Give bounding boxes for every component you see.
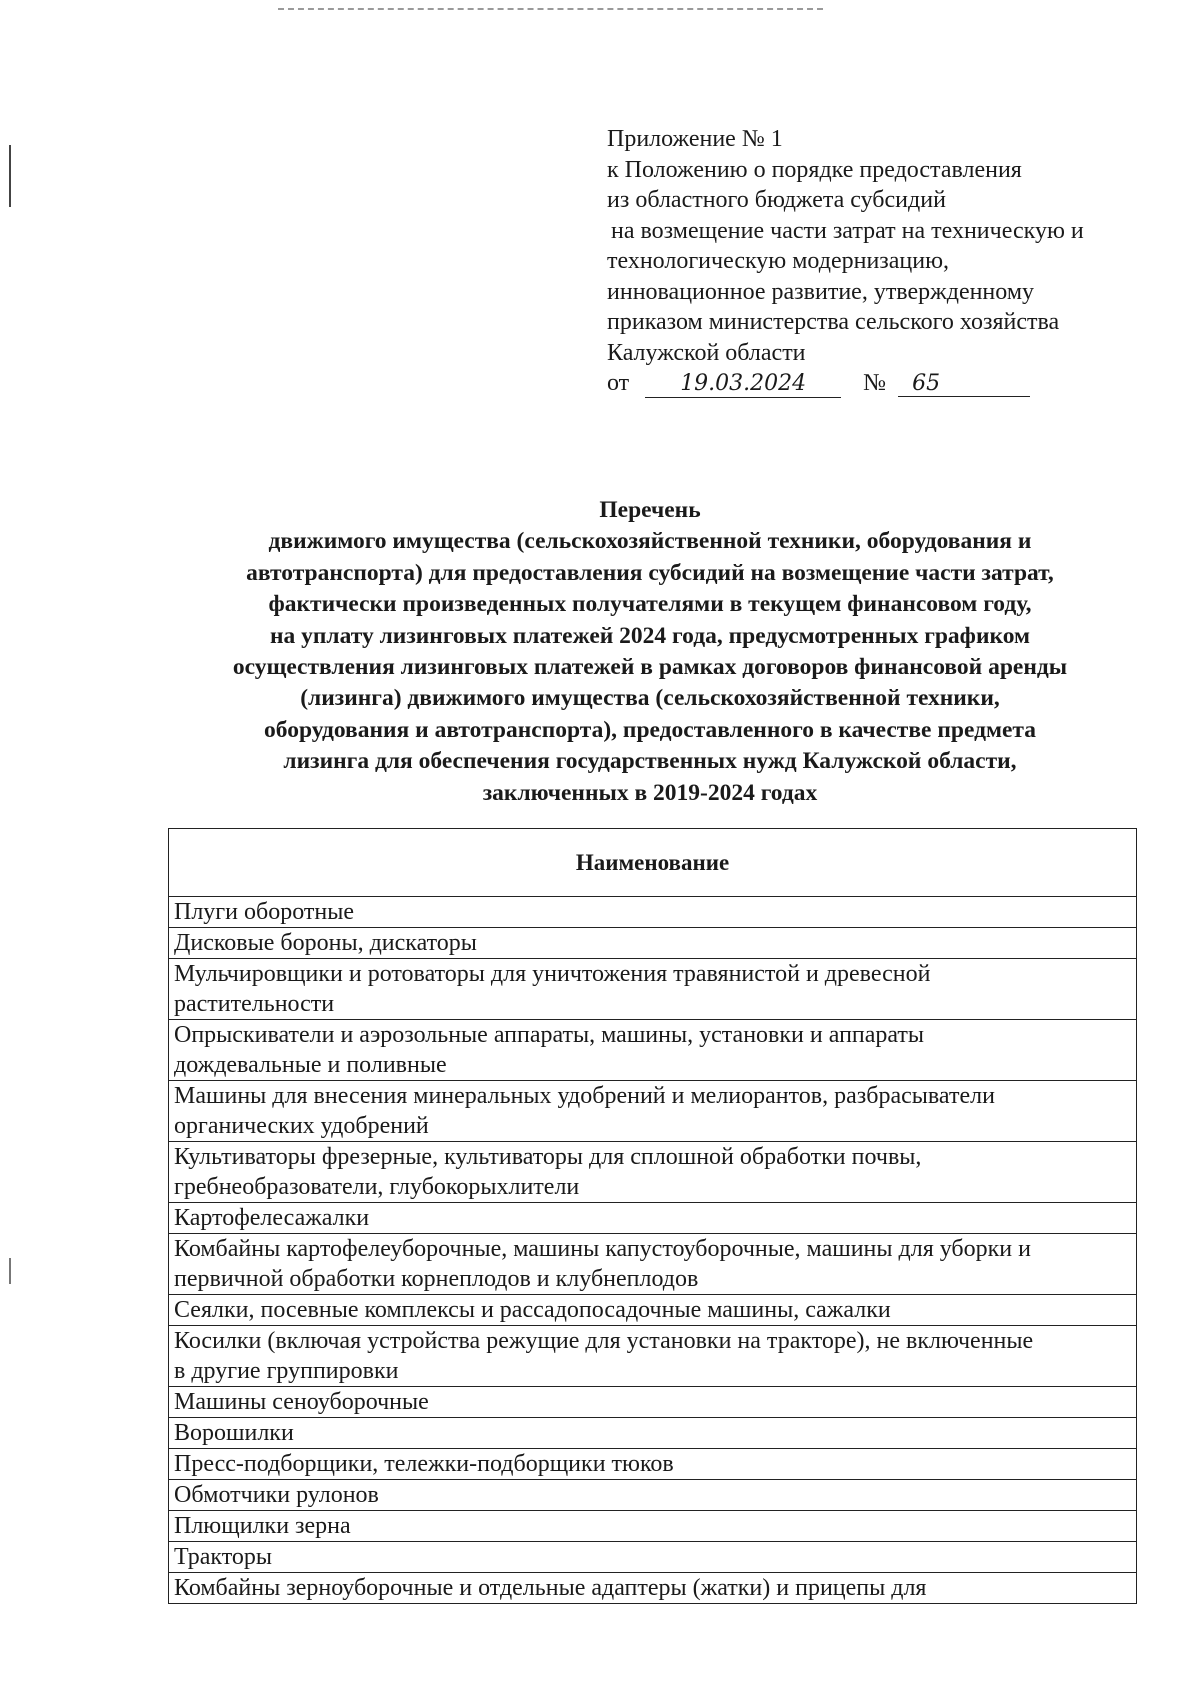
equipment-name-cell: [169, 1542, 1137, 1573]
table-row: [169, 928, 1137, 959]
equipment-name-cell: [169, 928, 1137, 959]
equipment-name-line: Картофелесажалки: [174, 1205, 370, 1231]
table-body: [169, 897, 1137, 1604]
equipment-name-cell: [169, 1326, 1137, 1387]
equipment-name-line: растительности: [174, 991, 335, 1017]
equipment-name-line: первичной обработки корнеплодов и клубнеплодов: [174, 1266, 699, 1292]
table-row: [169, 1449, 1137, 1480]
equipment-name-line: Машины сеноуборочные: [174, 1389, 429, 1415]
equipment-name-cell: [169, 1234, 1137, 1295]
title-line: на уплату лизинговых платежей 2024 года, предусмотренных графиком: [269, 622, 1031, 649]
equipment-name-line: в другие группировки: [174, 1358, 399, 1384]
table-row: [169, 1020, 1137, 1081]
equipment-name-line: Ворошилки: [174, 1420, 294, 1446]
equipment-name-cell: [169, 1480, 1137, 1511]
title-line: осуществления лизинговых платежей в рамках договоров финансовой аренды: [232, 654, 1068, 681]
equipment-name-cell: [169, 1020, 1137, 1081]
table-row: [169, 1418, 1137, 1449]
appendix-line: инновационное развитие, утвержденному: [607, 278, 1035, 305]
equipment-name-line: Косилки (включая устройства режущие для установки на тракторе), не включенные: [174, 1328, 1034, 1354]
equipment-name-cell: [169, 1511, 1137, 1542]
equipment-name-line: Обмотчики рулонов: [174, 1482, 379, 1508]
equipment-name-line: Тракторы: [174, 1544, 273, 1570]
order-date-number-row: [607, 368, 1147, 399]
appendix-line: к Положению о порядке предоставления: [607, 156, 1022, 183]
equipment-name-line: Пресс-подборщики, тележки-подборщики тюков: [174, 1451, 674, 1477]
table-row: [169, 1295, 1137, 1326]
table-row: [169, 1387, 1137, 1418]
equipment-name-cell: [169, 1081, 1137, 1142]
scan-top-rule: [278, 8, 823, 10]
table-row: [169, 1142, 1137, 1203]
table-row: [169, 1326, 1137, 1387]
equipment-name-line: Культиваторы фрезерные, культиваторы для сплошной обработки почвы,: [174, 1144, 922, 1170]
appendix-line: приказом министерства сельского хозяйства: [607, 309, 1060, 335]
equipment-name-line: Дисковые бороны, дискаторы: [174, 930, 477, 956]
equipment-name-cell: [169, 1142, 1137, 1203]
table-row: [169, 1203, 1137, 1234]
table-row: [169, 897, 1137, 928]
equipment-name-cell: [169, 897, 1137, 928]
appendix-line: из областного бюджета субсидий: [607, 187, 946, 213]
equipment-name-cell: [169, 1295, 1137, 1326]
table-row: [169, 1480, 1137, 1511]
equipment-name-line: Опрыскиватели и аэрозольные аппараты, машины, установки и аппараты: [174, 1022, 925, 1048]
appendix-line: технологическую модернизацию,: [607, 248, 950, 274]
appendix-line: на возмещение части затрат на техническую и: [611, 217, 1084, 244]
table-row: [169, 1511, 1137, 1542]
title-line: заключенных в 2019-2024 годах: [482, 779, 818, 806]
document-title: [150, 495, 1150, 809]
number-label: №: [863, 370, 887, 396]
title-line: фактически произведенных получателями в текущем финансовом году,: [268, 591, 1032, 618]
title-line: (лизинга) движимого имущества (сельскохозяйственной техники,: [300, 685, 1000, 712]
appendix-line: Калужской области: [607, 339, 806, 366]
appendix-block: [607, 124, 1147, 399]
title-line: лизинга для обеспечения государственных нужд Калужской области,: [283, 748, 1017, 775]
column-header-name: Наименование: [169, 829, 1137, 897]
table-row: [169, 1081, 1137, 1142]
equipment-name-cell: [169, 959, 1137, 1020]
date-prefix: от: [607, 370, 630, 396]
equipment-name-line: Комбайны зерноуборочные и отдельные адаптеры (жатки) и прицепы для: [174, 1575, 927, 1601]
appendix-line: Приложение № 1: [607, 126, 783, 152]
equipment-name-line: органических удобрений: [174, 1113, 429, 1139]
equipment-name-line: Плуги оборотные: [174, 899, 354, 925]
title-line: автотранспорта) для предоставления субсидий на возмещение части затрат,: [246, 559, 1054, 586]
title-heading: Перечень: [599, 497, 701, 523]
scan-margin-mark: [9, 1258, 11, 1284]
equipment-name-line: Плющилки зерна: [174, 1513, 351, 1539]
equipment-name-cell: [169, 1387, 1137, 1418]
table-row: [169, 1573, 1137, 1604]
order-date-handwritten: 19.03.2024: [645, 373, 841, 398]
equipment-name-line: Комбайны картофелеуборочные, машины капустоуборочные, машины для уборки и: [174, 1236, 1031, 1262]
equipment-name-line: дождевальные и поливные: [174, 1052, 447, 1078]
order-number-handwritten: 65: [898, 373, 1030, 397]
equipment-name-cell: [169, 1418, 1137, 1449]
equipment-name-line: гребнеобразователи, глубокорыхлители: [174, 1174, 580, 1200]
equipment-name-line: Машины для внесения минеральных удобрений и мелиорантов, разбрасыватели: [174, 1083, 995, 1109]
scan-margin-mark: [9, 145, 11, 207]
title-line: движимого имущества (сельскохозяйственной техники, оборудования и: [268, 528, 1032, 555]
equipment-name-cell: [169, 1449, 1137, 1480]
table-row: [169, 959, 1137, 1020]
equipment-name-line: Мульчировщики и ротоваторы для уничтожения травянистой и древесной: [174, 961, 931, 987]
equipment-name-line: Сеялки, посевные комплексы и рассадопосадочные машины, сажалки: [174, 1297, 891, 1323]
title-line: оборудования и автотранспорта), предоставленного в качестве предмета: [264, 716, 1036, 743]
table-row: [169, 1542, 1137, 1573]
equipment-name-cell: [169, 1203, 1137, 1234]
table-header-row: [169, 829, 1137, 897]
equipment-list-table: [168, 828, 1137, 1604]
equipment-name-cell: [169, 1573, 1137, 1604]
table-row: [169, 1234, 1137, 1295]
